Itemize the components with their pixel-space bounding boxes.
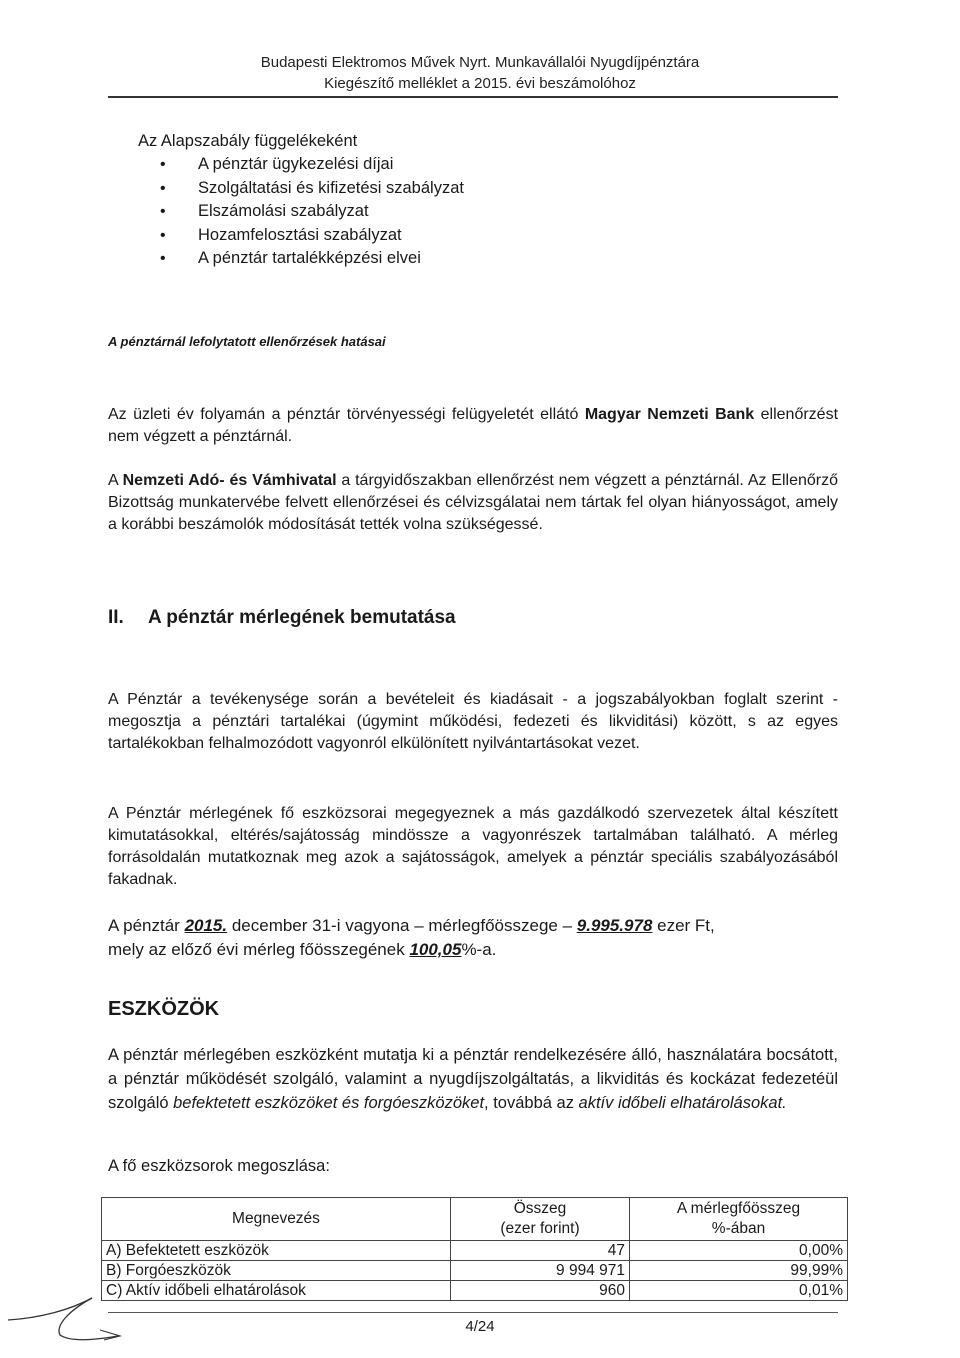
- row-name: A) Befektetett eszközök: [102, 1241, 451, 1261]
- inspections-paragraph-2: [108, 470, 838, 536]
- section-number: II.: [108, 607, 124, 628]
- inspections-heading: A pénztárnál lefolytatott ellenőrzések hatásai: [108, 334, 386, 349]
- handwritten-initials: [0, 1290, 140, 1350]
- text-run: A pénztár: [108, 916, 185, 935]
- appendix-intro: Az Alapszabály függelékeként: [138, 132, 358, 150]
- appendix-item: • Szolgáltatási és kifizetési szabályzat: [160, 177, 464, 201]
- row-percent: 99,99%: [630, 1261, 848, 1281]
- appendix-item: • Elszámolási szabályzat: [160, 200, 464, 224]
- authority-name: Magyar Nemzeti Bank: [584, 406, 755, 423]
- text-italic: befektetett eszközöket és forgóeszközöket: [173, 1094, 485, 1112]
- appendix-item: • Hozamfelosztási szabályzat: [160, 224, 464, 248]
- row-percent: 0,00%: [630, 1241, 848, 1261]
- column-header-amount: Összeg (ezer forint): [451, 1198, 630, 1241]
- text-run: december 31-i vagyona – mérlegfőösszege –: [227, 916, 577, 935]
- inspections-paragraph-1: [108, 404, 838, 448]
- assets-title: ESZKÖZÖK: [108, 998, 220, 1020]
- footer-rule: [108, 1312, 838, 1313]
- appendix-item: • A pénztár tartalékképzési elvei: [160, 247, 464, 271]
- text-run: A pénztár mérlegében eszközként mutatja ki a pénztár rendelkezésére álló, használatára bocsátott, a pénztár működését szolgáló, valamint a nyugdíjszolgáltatás, a likviditás és kockázat fedezetéül szolgáló: [108, 1046, 838, 1112]
- header-rule: [108, 96, 838, 98]
- column-header-percent: A mérlegfőösszeg %-ában: [630, 1198, 848, 1241]
- text-run: ellenőrzést nem végzett a pénztárnál.: [108, 406, 839, 445]
- text-run: A: [108, 472, 123, 489]
- text-run: mely az előző évi mérleg főösszegének: [108, 940, 410, 959]
- asset-distribution-table: [101, 1197, 848, 1301]
- table-header-row: [102, 1198, 848, 1241]
- row-name: C) Aktív időbeli elhatárolások: [102, 1281, 451, 1301]
- assets-paragraph: [108, 1043, 838, 1115]
- row-percent: 0,01%: [630, 1281, 848, 1301]
- section-title: A pénztár mérlegének bemutatása: [148, 607, 456, 628]
- balance-percent: 100,05: [409, 940, 462, 959]
- balance-paragraph-1: A Pénztár a tevékenysége során a bevételeit és kiadásait - a jogszabályokban foglalt szerint - megosztja a pénztári tartalékai (úgymint működési, fedezeti és likviditási) között, s az egyes tartalékokban felhalmozódott vagyonról elkülönített nyilvántartásokat vezet.: [108, 691, 838, 752]
- assets-table-caption: A fő eszközsorok megoszlása:: [108, 1157, 330, 1175]
- appendix-list: [160, 153, 464, 271]
- text-run: ezer Ft,: [652, 916, 715, 935]
- text-run: , továbbá az: [484, 1094, 579, 1112]
- document-header-title: Budapesti Elektromos Művek Nyrt. Munkavállalói Nyugdíjpénztára: [260, 54, 700, 71]
- page-number: 4/24: [465, 1318, 495, 1335]
- balance-total-paragraph: [108, 914, 838, 962]
- table-row: [102, 1241, 848, 1261]
- document-header-subtitle: Kiegészítő melléklet a 2015. évi beszámolóhoz: [324, 75, 636, 92]
- text-italic: aktív időbeli elhatárolásokat.: [578, 1094, 787, 1112]
- text-run: %-a.: [461, 940, 497, 959]
- column-header-name: Megnevezés: [102, 1198, 451, 1241]
- balance-paragraph-2: A Pénztár mérlegének fő eszközsorai megegyeznek a más gazdálkodó szervezetek által készített kimutatásokkal, eltérés/sajátosság mindössze a vagyonrészek tartalmában található. A mérleg forrásoldalán mutatkoznak meg azok a sajátosságok, amelyek a pénztár speciális szabályozásából fakadnak.: [108, 805, 838, 888]
- row-amount: 960: [451, 1281, 630, 1301]
- appendix-item: • A pénztár ügykezelési díjai: [160, 153, 464, 177]
- text-run: Az üzleti év folyamán a pénztár törvényességi felügyeletét ellátó: [108, 406, 585, 423]
- report-year: 2015.: [184, 916, 228, 935]
- table-row: [102, 1261, 848, 1281]
- row-amount: 47: [451, 1241, 630, 1261]
- row-name: B) Forgóeszközök: [102, 1261, 451, 1281]
- authority-name: Nemzeti Adó- és Vámhivatal: [122, 472, 337, 489]
- text-run: a tárgyidőszakban ellenőrzést nem végzett a pénztárnál. Az Ellenőrző Bizottság munkatervébe felvett ellenőrzései és célvizsgálatai nem tártak fel olyan hiányosságot, amely a korábbi beszámolók módosítását tették volna szükségessé.: [108, 472, 839, 533]
- table-row: [102, 1281, 848, 1301]
- row-amount: 9 994 971: [451, 1261, 630, 1281]
- balance-total: 9.995.978: [576, 916, 653, 935]
